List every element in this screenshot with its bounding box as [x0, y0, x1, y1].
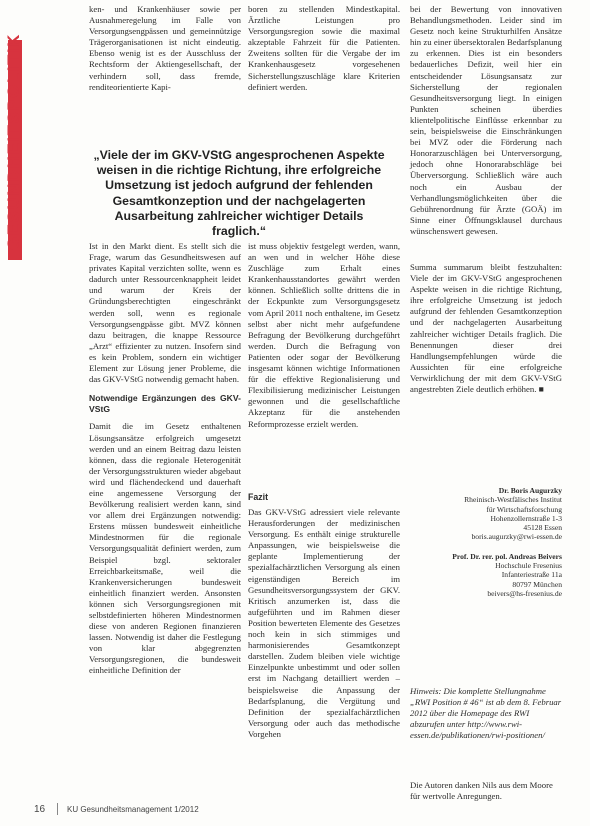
body-paragraph: bei der Bewertung von innovativen Behandlungsmethoden. Leider sind im Gesetz noch keine Strukturhilfen Ansätze hin zu einer übersektoralen Bedarfsplanung zu erkennen. Dies ist ein besonders bedauerliches Defizit, weil hier ein entscheidender Lösungsansatz zur Sicherstellung der regionalen Gesundheitsversorgung liegt. In einigen Punkten scheinen überdies klientelpolitische Einflüsse erkennbar zu sein, beispielsweise die Einschränkungen bei MVZ oder die Förderung nach Honorarzuschlägen bei Unterversorgung, jedoch ohne Honorarabschläge bei Überversorgung. Schließlich wäre auch noch ein Ausbau der Verhandlungsmöglichkeiten über die Gebührenordnung für Ärzte (GOÄ) im Sinne einer Öffnungsklausel durchaus wünschenswert gewesen. [410, 4, 562, 236]
hint-note: Hinweis: Die komplette Stellungnahme „RWI Position # 46“ ist ab dem 8. Februar 2012 über die Homepage des RWI abzurufen unter http://www.rwi-essen.de/publikationen/rwi-positionen/ [410, 686, 562, 740]
fazit-heading: Fazit [248, 492, 269, 502]
top-column-2 [248, 4, 400, 93]
middle-column-2 [248, 241, 400, 430]
middle-column-1 [89, 241, 241, 677]
footer-divider [57, 803, 58, 815]
section-heading: Notwendige Ergänzungen des GKV-VStG [89, 393, 241, 415]
summary-paragraph: Summa summarum bleibt festzuhalten: Viele der im GKV-VStG angesprochenen Aspekte weisen in die richtige Richtung, ihre erfolgreiche Umsetzung ist jedoch aufgrund der fehlenden Gesamtkonzeption und der nachgelagerten Ausarbeitung zahlreicher wichtiger Details fraglich. Die Benennungen dieser drei Handlungsempfehlungen würde die Aussichten für eine erfolgreiche Verwirklichung der mit dem GKV-VStG angestrebten Ziele deutlich erhöhen. ■ [410, 262, 562, 395]
publication-source: KU Gesundheitsmanagement 1/2012 [67, 805, 199, 814]
pull-quote: „Viele der im GKV-VStG angesprochenen Aspekte weisen in die richtige Richtung, ihre erfolgreiche Umsetzung ist jedoch aufgrund der fehlenden Gesamtkonzeption und der nachgelagerten Ausarbeitung zahlreicher wichtiger Details fraglich.“ [93, 148, 385, 239]
body-paragraph: Das GKV-VStG adressiert viele relevante Herausforderungen der medizinischen Versorgung. Es enthält einige strukturelle Anpassungen, wie beispielsweise die geplante Implementierung der spezialfachärztlichen Versorgung als einen eigenständigen Bereich im Gesundheitsversorgungssystem der GKV. Kritisch anzumerken ist, dass die aufgeführten und im Rahmen dieser Position bewerteten Elemente des Gesetzes noch kein in sich stimmiges und harmonisierendes Gesamtkonzept darstellen. Zudem bleiben viele wichtige Einzelpunkte unbestimmt und oder sollen erst im Nachgang detailliert werden – beispielsweise die Anpassung der Bedarfsplanung, die Vergütung und Definition der spezialfachärztlichen Versorgung oder auch das methodische Vorgehen [248, 507, 400, 739]
author-address: Infanteriestraße 11a [501, 570, 562, 580]
author-block [410, 486, 562, 598]
summary-column [410, 262, 562, 395]
page-number: 16 [34, 804, 46, 815]
body-paragraph: ist muss objektiv festgelegt werden, wann, an wen und in welcher Höhe diese Zuschläge zum Erhalt eines Krankenhausstandortes gewährt werden können. Schließlich sollte drittens die in der Eckpunkte zum Versorgungsgesetz vom April 2011 noch enthaltene, im Gesetz selbst aber nicht mehr aufgefundene Befragung der Bevölkerung durchgeführt werden. Durch die Befragung von Patienten oder sogar der Bevölkerung insgesamt können wichtige Informationen für die effektive Regionalisierung und Flexibilisierung medizinischer Leistungen gewonnen und die gesellschaftliche Akzeptanz für die anstehenden Reformprozesse erzielt werden. [248, 241, 400, 429]
body-paragraph: Ist in den Markt dient. Es stellt sich die Frage, warum das Gesundheitswesen auf privates Kapital verzichten sollte, wenn es dadurch unter Ressourcenknappheit leidet und warum der Kreis der Gründungsberechtigten eingeschränkt werden soll, wenn es regionale Versorgungsengpässe gibt. MVZ können dazu beitragen, die knappe Ressource „Arzt“ effizienter zu nutzen. Insofern sind es kein Problem, sondern ein wichtiger Element zur Lösung jener Probleme, die das GKV-VStG notwendig gemacht haben. [89, 241, 241, 385]
author-address: Hohenzollernstraße 1-3 [490, 513, 562, 523]
fazit-column [248, 507, 400, 740]
author-email: boris.augurzky@rwi-essen.de [471, 532, 562, 542]
author-email: beivers@hs-fresenius.de [487, 588, 562, 598]
body-paragraph: Damit die im Gesetz enthaltenen Lösungsansätze erfolgreich umgesetzt werden und an einem Beitrag dazu leisten können, dass die regionale Heterogenität der Versorgungsstrukturen wieder abgebaut wird und flächendeckend und dauerhaft eine angemessene Versorgung der Bevölkerung realisiert werden kann, sind vor allem drei Ergänzungen notwendig: Erstens müssen bundesweit einheitliche Mindestnormen für die regionale Versorgungsqualität definiert werden, zum Beispiel bzgl. sektoraler Erreichbarkeitsmaße, weil die Krankenversicherungen bundesweit einheitlich finanziert werden. Ansonsten können sich Versorgungsregionen mit selbstdefinierten höheren Mindestnormen diese von anderen Regionen finanzieren lassen. Notwendig ist daher die Festlegung von klar abgegrenzten Versorgungsregionen, die bundesweit einheitliche Definition der [89, 421, 241, 676]
body-paragraph: boren zu stellenden Mindestkapital. Ärztliche Leistungen pro Versorgungsregion sowie die maximal akzeptable Fahrzeit für die Patienten. Zweitens sollten für die Vergabe der im Krankenhausgesetz vorgesehenen Sicherstellungszuschläge klare Kriterien definiert werden. [248, 4, 400, 92]
author-affiliation: für Wirtschaftsforschung [486, 504, 562, 514]
right-column-top [410, 4, 562, 237]
body-paragraph: ken- und Krankenhäuser sowie per Ausnahmeregelung im Falle von Versorgungsengpässen und gemeinnützige Trägerorganisationen ist nicht eindeutig. Ebenso wenig ist es der Ausschluss der Rechtsform der Aktiengesellschaft, der verhindern soll, dass fremde, renditeorientierte Kapi- [89, 4, 241, 92]
section-sidebar [0, 0, 30, 826]
page-footer [0, 804, 590, 818]
author-address: 45128 Essen [523, 523, 562, 533]
author-affiliation: Rheinisch-Westfälisches Institut [464, 495, 562, 505]
author-name: Prof. Dr. rer. pol. Andreas Beivers [452, 551, 562, 561]
author-address: 80797 München [512, 579, 562, 589]
top-column-1 [89, 4, 241, 93]
section-label: GESUNDHEITSPOLITIK [4, 33, 23, 250]
author-name: Dr. Boris Augurzky [498, 486, 562, 495]
acknowledgement: Die Autoren danken Nils aus dem Moore für wertvolle Anregungen. [410, 780, 553, 801]
author-affiliation: Hochschule Fresenius [495, 561, 562, 571]
